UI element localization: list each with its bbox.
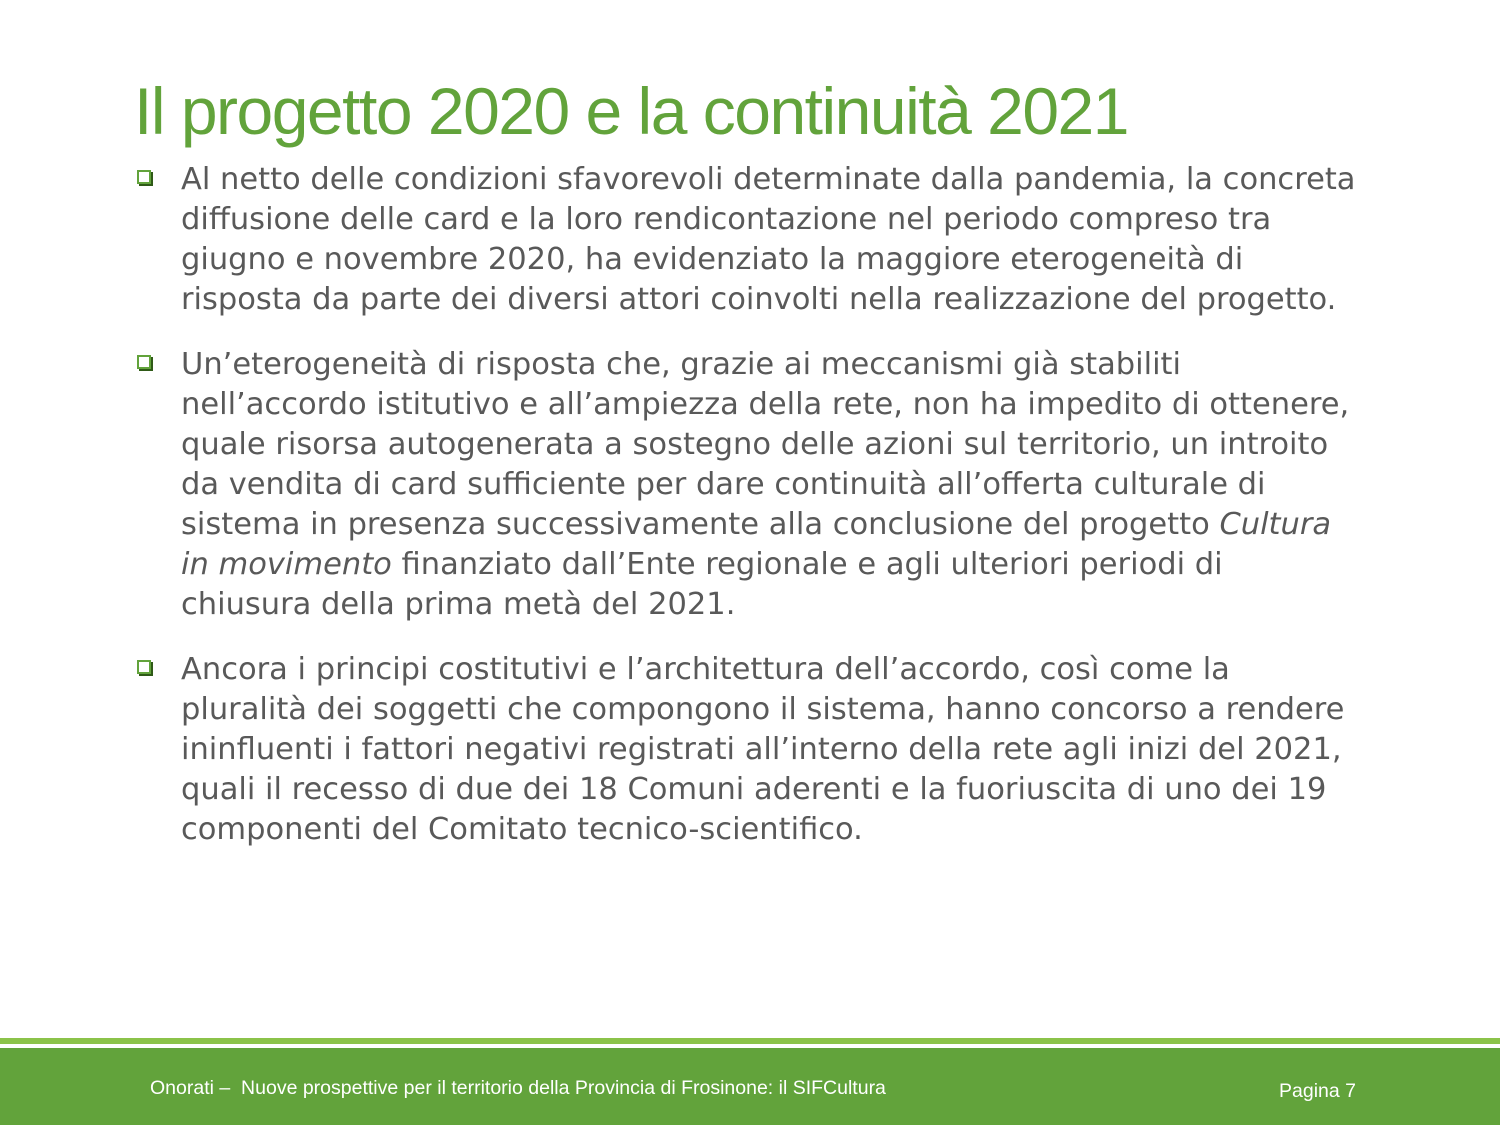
bullet-text-1: Al netto delle condizioni sfavorevoli determinate dalla pandemia, la concreta diffusione delle card e la loro rendicontazione nel periodo compreso tra giugno e novembre 2020, ha evidenziato la maggiore eterogeneità di risposta da parte dei diversi attori coinvolti nella realizzazione del progetto.	[181, 162, 1356, 317]
bullet-item-1	[132, 160, 1362, 320]
bullet-list	[132, 160, 1362, 875]
bullet-text-2	[181, 345, 1362, 625]
checkbox-bullet-icon	[137, 355, 151, 369]
bullet-text-2-italic: Cultura in movimento	[181, 507, 1332, 582]
checkbox-bullet-icon	[137, 170, 151, 184]
slide-title: Il progetto 2020 e la continuità 2021	[134, 74, 1128, 148]
footer-accent-line	[0, 1038, 1500, 1044]
bullet-item-3	[132, 650, 1362, 850]
bullet-text-3: Ancora i principi costitutivi e l’architettura dell’accordo, così come la pluralità dei soggetti che compongono il sistema, hanno concorso a rendere ininfluenti i fattori negativi registrati all’interno della rete agli inizi del 2021, quali il recesso di due dei 18 Comuni aderenti e la fuoriuscita di uno dei 19 componenti del Comitato tecnico-scientifico.	[181, 652, 1345, 847]
page-number: Pagina 7	[1279, 1080, 1356, 1102]
bullet-item-2	[132, 345, 1362, 625]
bullet-text-2-part-1: Un’eterogeneità di risposta che, grazie ai meccanismi già stabiliti nell’accordo istitutivo e all’ampiezza della rete, non ha impedito di ottenere, quale risorsa autogenerata a sostegno delle azioni sul territorio, un introito da vendita di card sufficiente per dare continuità all’offerta culturale di sistema in presenza successivamente alla conclusione del progetto	[181, 347, 1350, 542]
bullet-text-2-part-2: finanziato dall’Ente regionale e agli ulteriori periodi di chiusura della prima metà del 2021.	[181, 547, 1223, 622]
footer-caption: Onorati – Nuove prospettive per il territorio della Provincia di Frosinone: il SIFCultura	[150, 1077, 886, 1099]
checkbox-bullet-icon	[137, 660, 151, 674]
